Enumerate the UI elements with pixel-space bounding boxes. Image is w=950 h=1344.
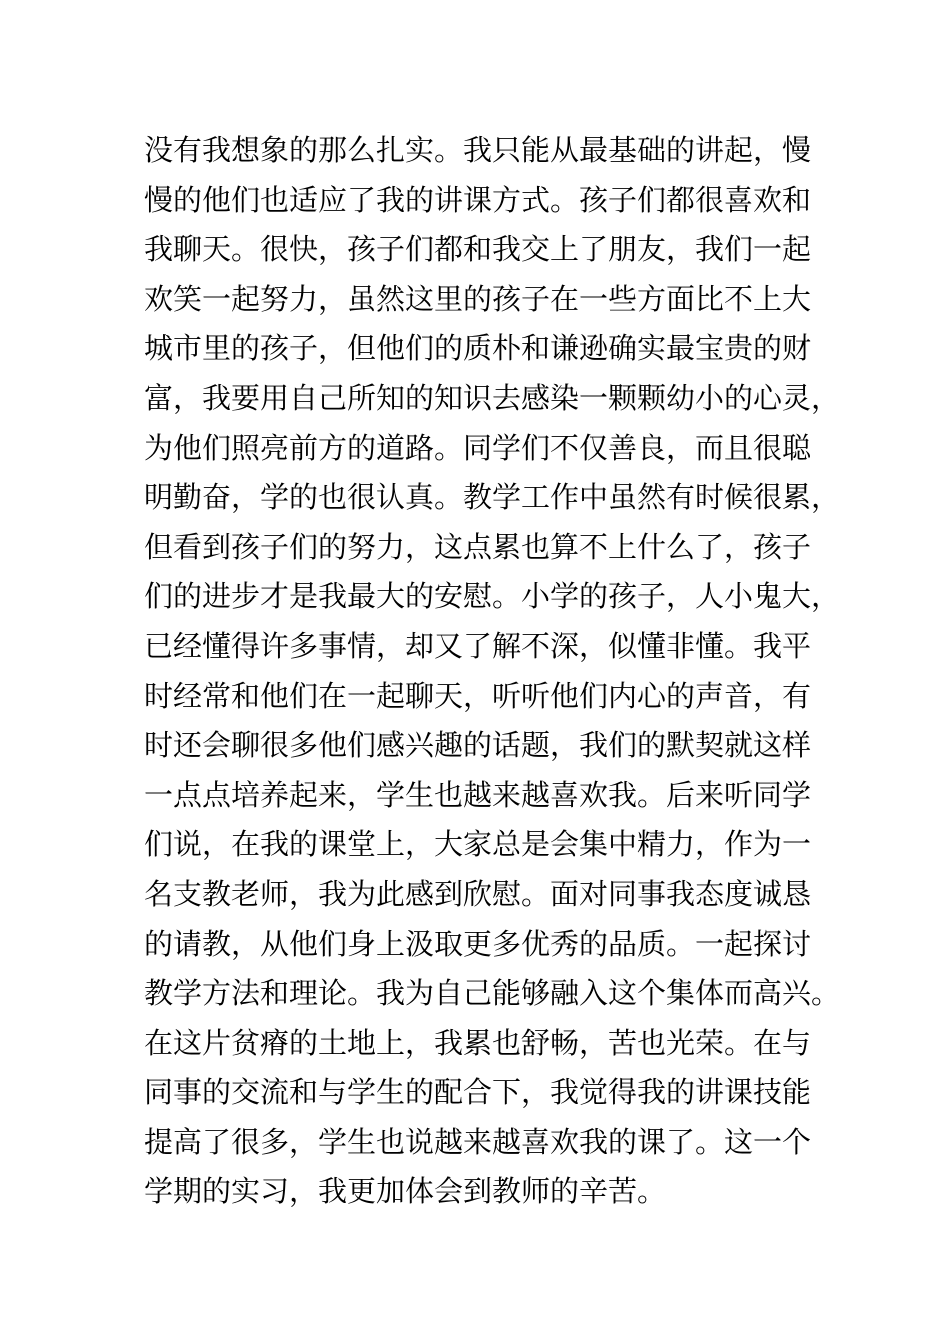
text-line: 城市里的孩子，但他们的质朴和谦逊确实最宝贵的财 — [144, 331, 812, 366]
text-line: 们说，在我的课堂上，大家总是会集中精力，作为一 — [144, 827, 812, 862]
text-line: 慢的他们也适应了我的讲课方式。孩子们都很喜欢和 — [144, 182, 812, 217]
text-line: 为他们照亮前方的道路。同学们不仅善良，而且很聪 — [144, 430, 812, 465]
text-line: 已经懂得许多事情，却又了解不深，似懂非懂。我平 — [144, 628, 812, 663]
text-line: 提高了很多，学生也说越来越喜欢我的课了。这一个 — [144, 1124, 812, 1159]
text-line: 同事的交流和与学生的配合下，我觉得我的讲课技能 — [144, 1075, 812, 1110]
text-line: 教学方法和理论。我为自己能够融入这个集体而高兴。 — [144, 976, 841, 1011]
text-line: 欢笑一起努力，虽然这里的孩子在一些方面比不上大 — [144, 281, 812, 316]
text-line: 名支教老师，我为此感到欣慰。面对同事我态度诚恳 — [144, 876, 812, 911]
text-line: 我聊天。很快，孩子们都和我交上了朋友，我们一起 — [144, 232, 812, 267]
text-line: 们的进步才是我最大的安慰。小学的孩子，人小鬼大， — [144, 579, 841, 614]
text-line: 在这片贫瘠的土地上，我累也舒畅，苦也光荣。在与 — [144, 1025, 812, 1060]
text-line: 时还会聊很多他们感兴趣的话题，我们的默契就这样 — [144, 728, 812, 763]
text-line: 但看到孩子们的努力，这点累也算不上什么了，孩子 — [144, 529, 812, 564]
body-paragraph — [144, 126, 844, 1217]
text-line: 没有我想象的那么扎实。我只能从最基础的讲起，慢 — [144, 133, 812, 167]
text-line: 明勤奋，学的也很认真。教学工作中虽然有时候很累， — [144, 480, 841, 515]
text-line: 富，我要用自己所知的知识去感染一颗颗幼小的心灵， — [144, 380, 841, 415]
text-line: 一点点培养起来，学生也越来越喜欢我。后来听同学 — [144, 777, 812, 812]
text-line: 学期的实习，我更加体会到教师的辛苦。 — [144, 1174, 667, 1209]
text-line: 的请教，从他们身上汲取更多优秀的品质。一起探讨 — [144, 926, 812, 961]
text-line: 时经常和他们在一起聊天，听听他们内心的声音，有 — [144, 678, 812, 713]
